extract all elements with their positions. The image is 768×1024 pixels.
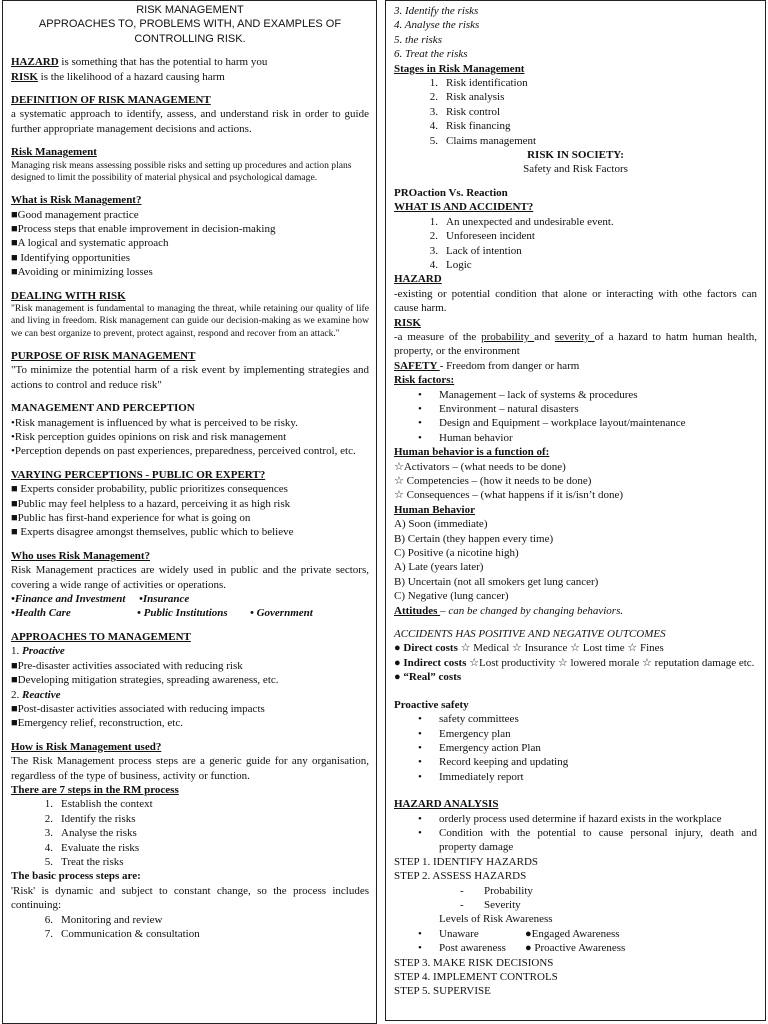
stages-list: [394, 76, 757, 148]
list-item: • Condition with the potential to cause personal injury, death and property damage: [394, 826, 757, 855]
proactive-safety-list: [394, 712, 757, 784]
proactive-label: Proactive: [22, 645, 65, 658]
risk-term: RISK: [11, 70, 38, 83]
how-text: The Risk Management process steps are a generic guide for any organisation, regardless of the type of business, activity or function.: [11, 755, 369, 782]
safety-term: SAFETY: [394, 359, 440, 372]
human-behavior-heading: Human Behavior: [394, 503, 475, 516]
hazard-analysis-list: [394, 812, 757, 855]
awareness-list: [394, 927, 757, 956]
varying-heading: VARYING PERCEPTIONS - PUBLIC OR EXPERT?: [11, 468, 266, 481]
varying-item: ■ Experts disagree amongst themselves, public which to believe: [11, 526, 294, 539]
safety-definition-line: [394, 359, 757, 373]
list-item: • safety committees: [394, 712, 757, 726]
perception-item: •Risk perception guides opinions on risk and risk management: [11, 431, 287, 444]
right-column: [385, 0, 766, 1021]
awareness-heading: Levels of Risk Awareness: [439, 913, 553, 926]
document-title: RISK MANAGEMENT: [136, 4, 244, 16]
reactive-label: Reactive: [22, 688, 61, 701]
list-item: - Severity: [394, 898, 757, 912]
list-item: • Emergency plan: [394, 727, 757, 741]
list-item: 4. Evaluate the risks: [44, 841, 140, 854]
direct-costs-label: ● Direct costs: [394, 642, 461, 655]
step-2: STEP 2. ASSESS HAZARDS: [394, 870, 527, 883]
left-column: [2, 0, 377, 1024]
assess-hazards-list: [394, 884, 757, 913]
definition-heading: DEFINITION OF RISK MANAGEMENT: [11, 94, 211, 107]
list-item: 4. Risk financing: [429, 120, 511, 133]
indirect-costs-label: ● Indirect costs: [394, 656, 470, 669]
sector-insurance: •Insurance: [139, 593, 190, 606]
list-item: • Management – lack of systems & procedures: [394, 388, 757, 402]
risk-management-text: Managing risk means assessing possible risks and setting up procedures and action plans designed to limit the possibility of material physical and psychological damage.: [11, 159, 352, 183]
what-item: ■Process steps that enable improvement in decision-making: [11, 223, 276, 236]
indirect-costs-line: [394, 656, 757, 670]
accidents-outcomes-heading: ACCIDENTS HAS POSITIVE AND NEGATIVE OUTCOMES: [394, 628, 666, 641]
seven-steps-list: [11, 797, 369, 869]
what-item: ■Good management practice: [11, 208, 139, 221]
step-4: STEP 4. IMPLEMENT CONTROLS: [394, 971, 558, 983]
proactive-safety-heading: Proactive safety: [394, 698, 469, 711]
list-item: 5. Claims management: [429, 134, 537, 147]
basic-steps-text: 'Risk' is dynamic and subject to constant change, so the process includes continuing:: [11, 884, 369, 912]
basic-steps-heading: The basic process steps are:: [11, 870, 141, 883]
hazard-heading: HAZARD: [394, 273, 442, 286]
reactive-item: ■Post-disaster activities associated with reducing impacts: [11, 702, 265, 715]
behavior-item: B) Certain (they happen every time): [394, 532, 554, 545]
list-item: • Unaware ●Engaged Awareness: [394, 927, 757, 941]
proactive-item: ■Developing mitigation strategies, spreading awareness, etc.: [11, 674, 279, 687]
purpose-text: "To minimize the potential harm of a risk event by implementing strategies and actions to control and reduce risk": [11, 364, 369, 391]
hazard-analysis-heading: HAZARD ANALYSIS: [394, 798, 499, 811]
how-heading: How is Risk Management used?: [11, 740, 162, 753]
list-item: • Record keeping and updating: [394, 755, 757, 769]
list-item: 2. Identify the risks: [44, 812, 136, 825]
list-item: 2. Risk analysis: [429, 91, 505, 104]
list-item: 2. Unforeseen incident: [429, 230, 535, 243]
risk-text: -a measure of the probability and severity of a hazard to hatm human health, property, or the environment: [394, 330, 757, 358]
perception-item: •Perception depends on past experiences, preparedness, perceived control, etc.: [11, 445, 356, 458]
sectors-row: [11, 606, 369, 620]
indirect-costs-items: ☆Lost productivity ☆ lowered morale ☆ reputation damage etc.: [469, 656, 755, 669]
hazard-definition: is something that has the potential to harm you: [58, 56, 268, 69]
society-subheading: Safety and Risk Factors: [523, 163, 628, 176]
list-item: • Immediately report: [394, 770, 757, 784]
perception-item: •Risk management is influenced by what is perceived to be risky.: [11, 416, 298, 429]
seven-steps-heading: There are 7 steps in the RM process: [11, 783, 179, 796]
varying-item: ■Public may feel helpless to a hazard, perceiving it as high risk: [11, 497, 291, 510]
proaction-heading: PROaction Vs. Reaction: [394, 186, 508, 199]
behavior-item: C) Negative (lung cancer): [394, 590, 509, 603]
dealing-text: "Risk management is fundamental to managing the threat, while retaining our quality of life and living in freedom. Risk management can guide our decision-making as we examine how we can best organize to prevent, protect against, respond and recover from an attack.": [11, 303, 369, 339]
attitudes-term: Attitudes: [394, 604, 441, 617]
list-item: 4. Logic: [429, 258, 472, 271]
risk-definition-line: [11, 70, 369, 84]
top-step: 4. Analyse the risks: [394, 19, 480, 32]
who-heading: Who uses Risk Management?: [11, 549, 151, 562]
real-costs: ● “Real” costs: [394, 671, 462, 684]
accident-heading: WHAT IS AND ACCIDENT?: [394, 201, 534, 214]
reactive-label-line: [11, 688, 369, 702]
list-item: 3. Lack of intention: [429, 244, 522, 257]
list-item: • orderly process used determine if hazard exists in the workplace: [394, 812, 757, 826]
risk-definition: is the likelihood of a hazard causing harm: [37, 70, 225, 83]
what-is-heading: What is Risk Management?: [11, 194, 142, 207]
hazard-term: HAZARD: [11, 56, 59, 69]
what-item: ■ Identifying opportunities: [11, 251, 131, 264]
perception-heading: MANAGEMENT AND PERCEPTION: [11, 402, 195, 415]
accident-list: [394, 215, 757, 273]
function-item: ☆Activators – (what needs to be done): [394, 460, 566, 473]
list-item: • Emergency action Plan: [394, 741, 757, 755]
behavior-item: C) Positive (a nicotine high): [394, 547, 519, 560]
reactive-item: ■Emergency relief, reconstruction, etc.: [11, 717, 183, 730]
risk-factors-heading: Risk factors:: [394, 374, 455, 387]
definition-text: a systematic approach to identify, assess, and understand risk in order to guide further appropriate management decisions and actions.: [11, 108, 369, 135]
list-item: 3. Risk control: [429, 105, 501, 118]
document-subtitle-2: CONTROLLING RISK.: [134, 32, 246, 45]
proactive-item: ■Pre-disaster activities associated with reducing risk: [11, 659, 243, 672]
top-step: 6. Treat the risks: [394, 48, 468, 61]
varying-item: ■ Experts consider probability, public prioritizes consequences: [11, 483, 288, 496]
step-3: STEP 3. MAKE RISK DECISIONS: [394, 956, 554, 969]
society-heading: RISK IN SOCIETY:: [527, 149, 624, 162]
behavior-item: A) Soon (immediate): [394, 518, 488, 531]
attitudes-line: [394, 604, 757, 618]
risk-management-heading: Risk Management: [11, 146, 97, 159]
approaches-heading: APPROACHES TO MANAGEMENT: [11, 630, 191, 643]
list-item: • Environment – natural disasters: [394, 402, 757, 416]
behavior-item: B) Uncertain (not all smokers get lung cancer): [394, 575, 599, 588]
sector-finance: •Finance and Investment: [11, 593, 126, 606]
step-1: STEP 1. IDENTIFY HAZARDS: [394, 855, 539, 868]
list-item: • Post awareness ● Proactive Awareness: [394, 941, 757, 955]
risk-factors-list: [394, 388, 757, 446]
sector-government: • Government: [250, 607, 313, 620]
list-item: 1. Risk identification: [429, 77, 528, 90]
list-item: 1. Establish the context: [44, 798, 153, 811]
what-item: ■Avoiding or minimizing losses: [11, 266, 153, 279]
list-item: 1. An unexpected and undesirable event.: [429, 215, 614, 228]
list-item: • Design and Equipment – workplace layout/maintenance: [394, 416, 757, 430]
direct-costs-line: [394, 641, 757, 655]
safety-definition: - Freedom from danger or harm: [439, 359, 580, 372]
document-subtitle: APPROACHES TO, PROBLEMS WITH, AND EXAMPLES OF: [38, 18, 342, 31]
proactive-number: 1.: [11, 645, 22, 658]
list-item: 3. Analyse the risks: [44, 827, 137, 840]
list-item: 6. Monitoring and review: [44, 913, 163, 926]
sectors-row: [11, 592, 369, 606]
attitudes-definition: – can be changed by changing behaviors.: [440, 604, 624, 617]
list-item: 7. Communication & consultation: [44, 928, 200, 941]
dealing-heading: DEALING WITH RISK: [11, 289, 126, 302]
behavior-item: A) Late (years later): [394, 561, 484, 574]
risk-heading: RISK: [394, 316, 421, 329]
function-item: ☆ Competencies – (how it needs to be done): [394, 475, 592, 487]
list-item: 5. Treat the risks: [44, 855, 124, 868]
stages-heading: Stages in Risk Management: [394, 62, 525, 75]
what-item: ■A logical and systematic approach: [11, 237, 169, 250]
list-item: • Human behavior: [394, 431, 757, 445]
purpose-heading: PURPOSE OF RISK MANAGEMENT: [11, 349, 196, 362]
top-step: 5. the risks: [394, 33, 442, 46]
function-item: ☆ Consequences – (what happens if it is/isn’t done): [394, 489, 624, 502]
direct-costs-items: ☆ Medical ☆ Insurance ☆ Lost time ☆ Fines: [460, 642, 664, 655]
who-text: Risk Management practices are widely used in public and the private sectors, covering a wide range of activities or operations.: [11, 564, 369, 591]
hazard-definition-line: [11, 55, 369, 69]
continuing-steps-list: [11, 913, 369, 942]
list-item: - Probability: [394, 884, 757, 898]
reactive-number: 2.: [11, 688, 22, 701]
sector-public: • Public Institutions: [137, 607, 228, 620]
proactive-label-line: [11, 644, 369, 658]
step-5: STEP 5. SUPERVISE: [394, 985, 491, 998]
hazard-text: -existing or potential condition that alone or interacting with othe factors can cause harm.: [394, 287, 757, 315]
top-step: 3. Identify the risks: [394, 5, 479, 17]
sector-health: •Health Care: [11, 607, 71, 620]
function-heading: Human behavior is a function of:: [394, 446, 550, 459]
varying-item: ■Public has first-hand experience for what is going on: [11, 512, 251, 525]
